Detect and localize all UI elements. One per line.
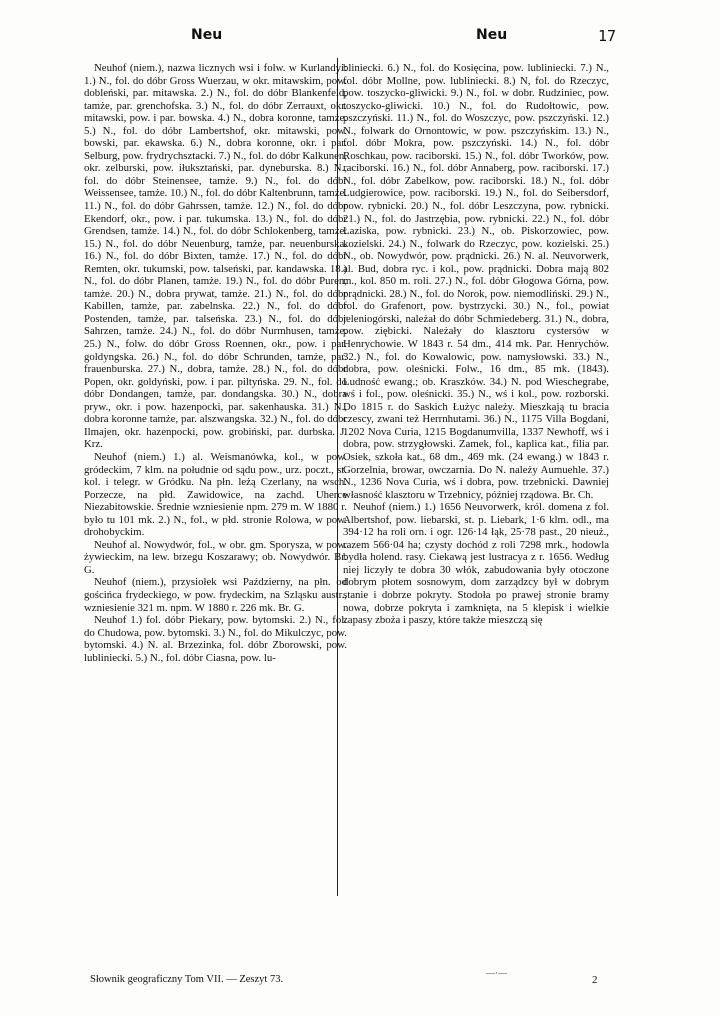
header-left: Neu bbox=[191, 27, 223, 43]
footer-mark: —·— bbox=[486, 968, 507, 978]
entry-liebark: Neuhof (niem.) 1.) 1656 Neuvorwerk, król. domena z fol. Albertshof, pow. liebarski, st. p. Liebark, 1·6 klm. odl., ma 394·12 ha roli orn. i ogr. 126·14 łąk, 25·78 past., 20 nieuż., razem 566·04 ha; czysty dochód z roli 7298 mrk., hodowla bydła holend. rasy. Ciekawą jest lustracya z r. 1656. Według niej liczyły te dobra 30 włók, zabudowania były otoczone dobrym płotem sosnowym, dom zarządzcy był w dobrym stanie i dobrze pokryty. Stodoła po prawej stronie bramy nowa, dobrze pokryta i zamknięta, na 5 klepisk i wielkie zapasy zboża i paszy, które także mieszczą się bbox=[343, 501, 609, 627]
left-column bbox=[84, 62, 347, 664]
signature-number: 2 bbox=[592, 974, 598, 986]
entry-kurlandia: Neuhof (niem.), nazwa licznych wsi i folw. w Kurlandyi: 1.) N., fol. do dóbr Gross Wuerzau, w okr. mitawskim, pow. dobleński, par. mitawska. 2.) N., fol. do dóbr Blankenfeld, tamże, par. grenchofska. 3.) N., fol. do dóbr Zerrauxt, okr. mitawski, pow. i par. bowska. 4.) N., dobra koronne, tamże. 5.) N., fol. do dóbr Lambertshof, okr. mitawski, pow. bowski, par. ekawska. 6.) N., dobra koronne, okr. i par. Selburg, pow. frydrychsztacki. 7.) N., fol. do dóbr Kalkunen, okr. zelburski, pow. iłuksztański, par. dyneburska. 8.) N., fol. do dóbr Steinensee, tamże. 9.) N., fol. do dóbr Weissensee, tamże. 10.) N., fol. do dóbr Kaltenbrunn, tamże. 11.) N., fol. do dóbr Gahrssen, tamże. 12.) N., fol. do dóbr Ekendorf, okr., pow. i par. tukumska. 13.) N., fol. do dóbr Grendsen, tamże. 14.) N., fol. do dóbr Schlokenberg, tamże. 15.) N., fol. do dóbr Neuenburg, tamże, par. neuenburska. 16.) N., fol. do dóbr Bixten, tamże. 17.) N., fol. do dóbr Remten, okr. tukumski, pow. talseński, par. kandawska. 18.) N., fol. do dóbr Planen, tamże. 19.) N., fol. do dóbr Puren, tamże. 20.) N., dobra prywat, tamże. 21.) N., fol. do dóbr Kabillen, tamże, par. zabelnska. 22.) N., fol. do dóbr Postenden, tamże, par. talseńska. 23.) N., fol. do dóbr Sahrzen, tamże. 24.) N., fol. do dóbr Nurmhusen, tamże. 25.) N., folw. do dóbr Gross Roennen, okr., pow. i par. goldyngska. 26.) N., fol. do dóbr Schrunden, tamże, par. frauenburska. 27.) N., dobra, tamże. 28.) N., fol. do dóbr Popen, okr. goldyński, pow. i par. piltyńska. 29. N., fol. do dóbr Dondangen, tamże, par. dondangska. 30.) N., dobra pryw., okr. i pow. hazenpocki, par. sakenhauska. 31.) N., dobra koronne tamże, par. alszwangska. 32.) N., fol. do dóbr Ilmajen, okr. hazenpocki, pow. grobiński, par. durbska. J. Krz. bbox=[84, 62, 347, 451]
page-number: 17 bbox=[597, 27, 616, 45]
entry-grodek: Neuhof (niem.) 1.) al. Weismanówka, kol., w pow. gródeckim, 7 klm. na południe od sądu pow., urz. poczt., st. kol. i telegr. w Gródku. Na płn. leżą Czerlany, na wsch. Porzecze, na płd. Zawidowice, na zachd. Uherce Niezabitowskie. Średnie wzniesienie npm. 279 m. W 1880 r. było tu 101 mk. 2.) N., fol., w płd. stronie Rolowa, w pow. drohobyckim. bbox=[84, 450, 347, 539]
entry-sporysz: Neuhof al. Nowydwór, fol., w obr. gm. Sporysza, w pow. żywieckim, na lew. brzegu Koszarawy; ob. Nowydwór. Br. G. bbox=[84, 538, 347, 576]
entry-bytom: Neuhof 1.) fol. dóbr Piekary, pow. bytomski. 2.) N., fol. do Chudowa, pow. bytomski. 3.) N., fol. do Mikulczyc, pow. bytomski. 4.) N. al. Brzezinka, fol. dóbr Zborowski, pow. lubliniecki. 5.) N., fol. dóbr Ciasna, pow. lu- bbox=[84, 614, 347, 664]
footer-title: Słownik geograficzny Tom VII. — Zeszyt 73. bbox=[90, 974, 284, 985]
header-center: Neu bbox=[476, 27, 508, 43]
entry-pazdzierna: Neuhof (niem.), przysiołek wsi Październy, na płn. od gościńca frydeckiego, w pow. frydeckim, na Szląsku austr., wzniesienie 321 m. npm. W 1880 r. 226 mk. Br. G. bbox=[84, 576, 347, 614]
entry-continuation: bliniecki. 6.) N., fol. do Kosięcina, pow. lubliniecki. 7.) N., fol. dóbr Mollne, pow. lubliniecki. 8.) N, fol. do Rzeczyc, pow. toszycko-gliwicki. 9.) N., fol. w dobr. Rudziniec, pow. toszycko-gliwicki. 10.) N., fol. do Rudołtowic, pow. pszczyński. 11.) N., fol. do Woszczyc, pow. pszczyński. 12.) N., folwark do Ornontowic, w pow. pszczyńskim. 13.) N., fol. dóbr Mokra, pow. pszczyński. 14.) N., fol. dóbr Roschkau, pow. raciborski. 15.) N., fol. dóbr Tworków, pow. raciborski. 16.) N., fol. dóbr Annaberg, pow. raciborski. 17.) N., fol. dóbr Zabelkow, pow. raciborski. 18.) N., fol. dóbr Ludgierowice, pow. raciborski. 19.) N., fol. do Seibersdorf, pow. rybnicki. 20.) N., fol. dóbr Leszczyna, pow. rybnicki. 21.) N., fol. do Jastrzębia, pow. rybnicki. 22.) N., fol. dóbr Łaziska, pow. rybnicki. 23.) N., ob. Piskorzowiec, pow. kozielski. 24.) N., folwark do Rzeczyc, pow. kozielski. 25.) N., ob. Nowydwór, pow. prądnicki. 26.) N. al. Neuvorwerk, al. Bud, dobra ryc. i kol., pow. prądnicki. Dobra mają 802 m., kol. 850 m. roli. 27.) N., fol. dóbr Głogowa Górna, pow. prądnicki. 28.) N., fol. do Norok, pow. niemodliński. 29.) N., fol. do Grafenort, pow. bystrzycki. 30.) N., fol., powiat jeleniogórski, należał do dóbr Schmiedeberg. 31.) N., dobra, pow. ziębicki. Należały do klasztoru cystersów w Henrychowie. W 1843 r. 54 dm., 414 mk. Par. Henrychów. 32.) N., fol. do Kowalowic, pow. namysłowski. 33.) N., dobra, pow. oleśnicki. Folw., 16 dm., 85 mk. (1843). Ludność ewang.; ob. Kraszków. 34.) N. pod Wieschegrabe, wś i fol., pow. oleśnicki. 35.) N., wś i kol., pow. rozborski. Do 1815 r. do Saskich Łużyc należy. Mieszkają tu bracia czescy, zwani też Herrnhutami. 36.) N., 1175 Villa Bogdani, 1202 Nova Curia, 1215 Bogdanumvilla, 1337 Newhoff, wś i dobra, pow. strzygłowski. Zamek, fol., kaplica kat., filia par. Osiek, szkoła kat., 68 dm., 469 mk. (24 ewang.) w 1843 r. Gorzelnia, browar, owczarnia. Do N. należy Aumuehle. 37.) N., 1236 Nova Curia, wś i dobra, pow. trzebnicki. Dawniej własność klasztoru w Trzebnicy, później rządowa. Br. Ch. bbox=[343, 62, 609, 501]
right-column bbox=[343, 62, 609, 627]
